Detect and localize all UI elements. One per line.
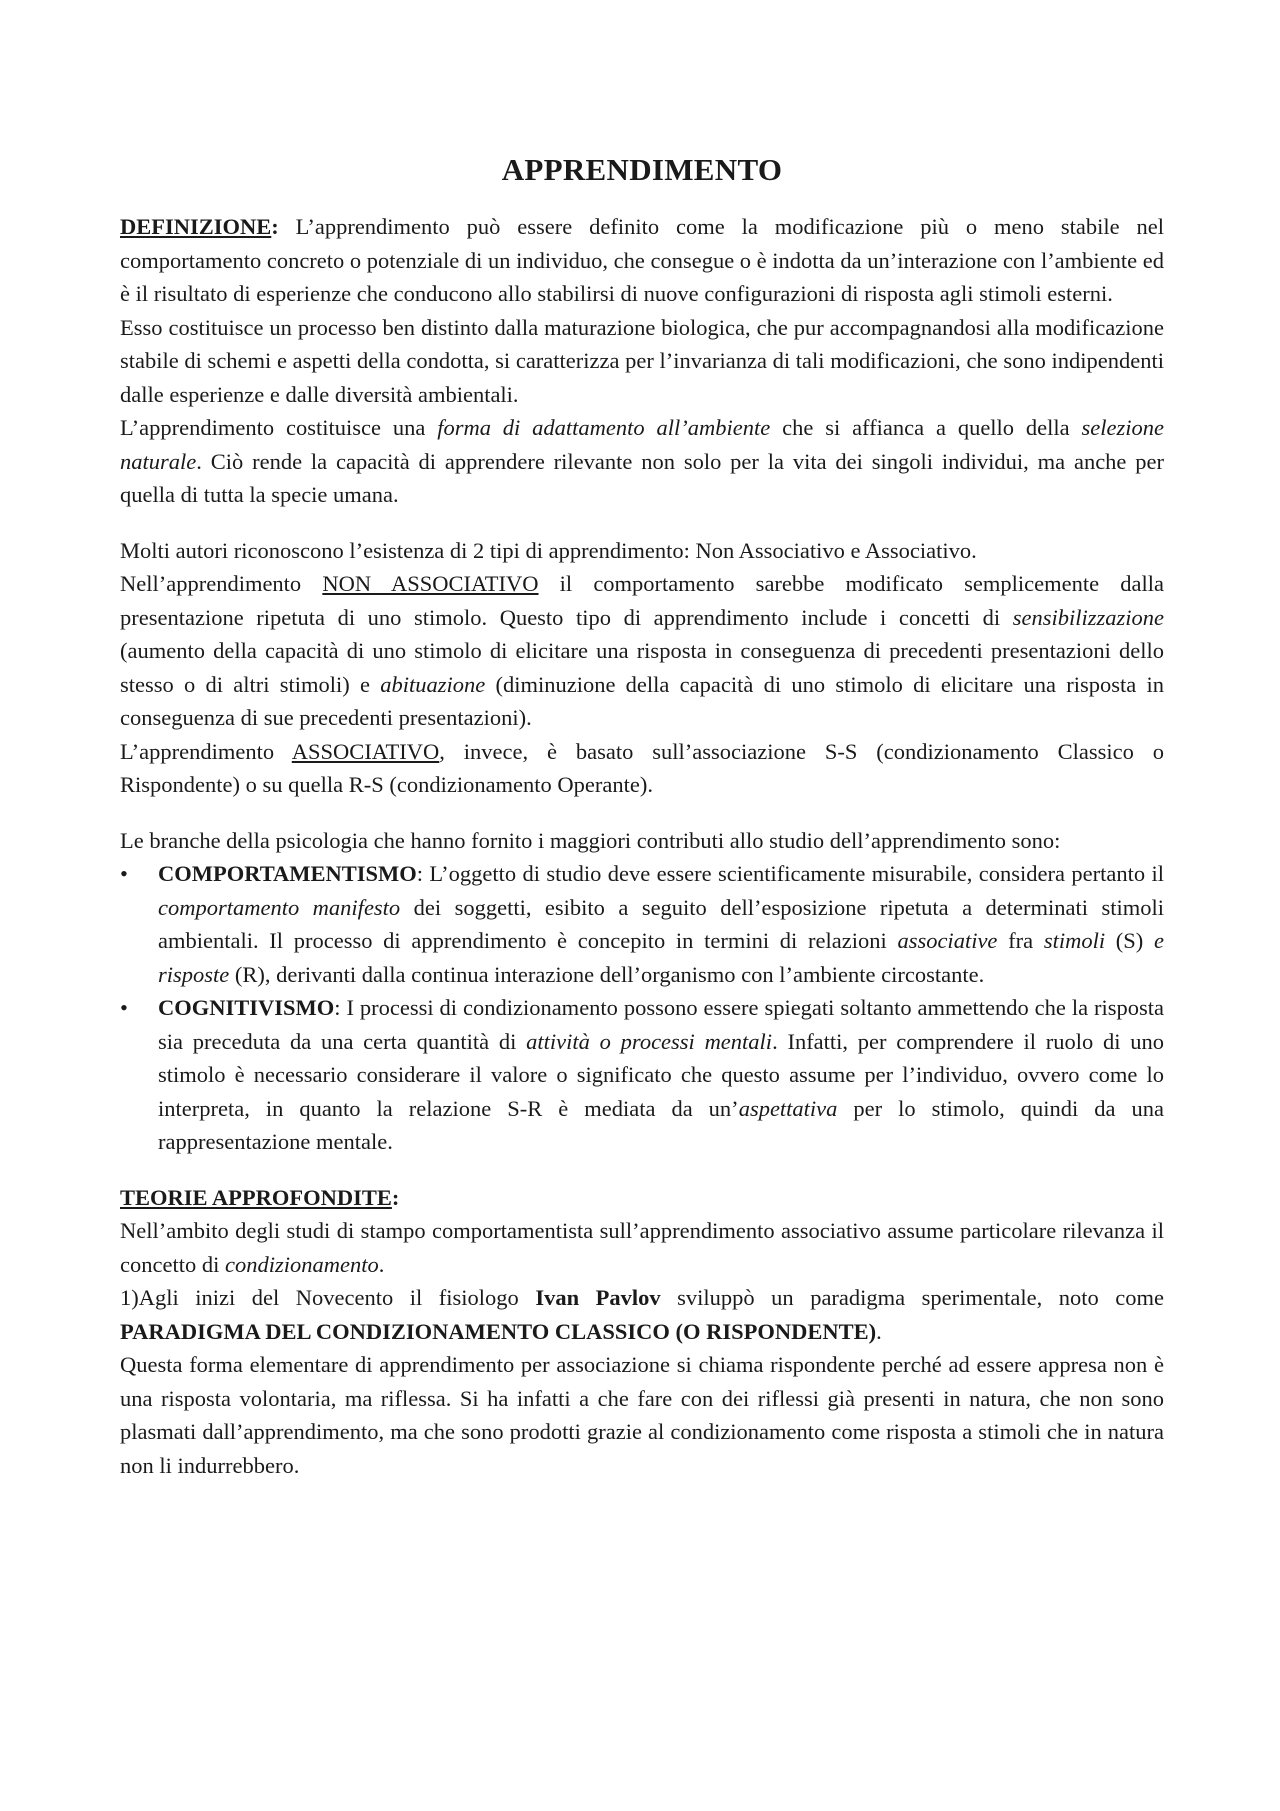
italic-term: forma di adattamento all’ambiente (437, 415, 771, 440)
types-intro: Molti autori riconoscono l’esistenza di 2 tipi di apprendimento: Non Associativo e Associativo. (120, 537, 977, 563)
text-span: (diminuzione della capacità di uno stimolo di elicitare una risposta in conseguenza di sue precedenti presentazioni). (120, 671, 1164, 730)
definition-text: L’apprendimento può essere definito come la modificazione più o meno stabile nel comportamento concreto o potenziale di un individuo, che consegue o è indotta da un’interazione con l’ambiente ed è il risultato di esperienze che conducono allo stabilirsi di nuove configurazioni di risposta agli stimoli esterni. (120, 214, 1165, 306)
text-span: : I processi di condizionamento possono essere spiegati soltanto ammettendo che la risposta sia preceduta da una certa quantità di (158, 995, 1164, 1054)
text-span: sviluppò un paradigma sperimentale, noto come (660, 1285, 1165, 1310)
text-span: (S) (1105, 928, 1154, 953)
branches-intro: Le branche della psicologia che hanno fornito i maggiori contributi allo studio dell’apprendimento sono: (120, 827, 1061, 853)
bullet-icon: • (120, 861, 128, 886)
italic-term: condizionamento (224, 1251, 379, 1277)
definition-colon: : (271, 214, 279, 239)
italic-term: aspettativa (738, 1095, 838, 1121)
text-span: Nell’ambito degli studi di stampo comportamentista sull’apprendimento associativo assume particolare rilevanza il concetto di (120, 1218, 1164, 1277)
text-span: . Infatti, per comprendere il ruolo di uno stimolo è necessario considerare il valore o significato che questo assume per l’individuo, ovvero come lo interpreta, in quanto la relazione S-R è mediata da un’ (158, 1028, 1164, 1121)
text-span: : L’oggetto di studio deve essere scientificamente misurabile, considera pertanto il (416, 861, 1164, 886)
text-span: per lo stimolo, quindi da una rappresentazione mentale. (158, 1095, 1165, 1154)
theories-heading-line (120, 1181, 1164, 1215)
text-span: . Ciò rende la capacità di apprendere rilevante non solo per la vita dei singoli individui, ma anche per quella di tutta la specie umana. (120, 448, 1164, 507)
bold-term: Ivan Pavlov (535, 1285, 661, 1310)
italic-term: attività o processi mentali (526, 1028, 773, 1054)
text-span: dei soggetti, esibito a seguito dell’esposizione ripetuta a determinati stimoli ambientali. Il processo di apprendimento è concepito in termini di relazioni (158, 894, 1164, 953)
text-span: . (876, 1318, 882, 1344)
maturation-paragraph: Esso costituisce un processo ben distinto dalla maturazione biologica, che pur accompagnandosi alla modificazione stabile di schemi e aspetti della condotta, si caratterizza per l’invarianza di tali modificazioni, che sono indipendenti dalle esperienze e dalle diversità ambientali. (120, 314, 1164, 407)
italic-term: comportamento manifesto (158, 894, 401, 920)
italic-term: e risposte (158, 928, 1164, 987)
text-span: 1)Agli inizi del Novecento il fisiologo (120, 1285, 536, 1310)
text-span: (R), derivanti dalla continua interazione dell’organismo con l’ambiente circostante. (229, 961, 985, 987)
definition-heading: DEFINIZIONE (120, 214, 272, 239)
italic-term: sensibilizzazione (1012, 604, 1164, 630)
bold-term: PARADIGMA DEL CONDIZIONAMENTO CLASSICO (O RISPONDENTE) (120, 1318, 877, 1344)
text-span: . (378, 1251, 385, 1277)
document-page (120, 150, 1164, 1482)
text-span: L’apprendimento costituisce una (120, 415, 438, 440)
adaptation-paragraph (120, 411, 1164, 512)
spacer (120, 802, 1164, 824)
text-span: (aumento della capacità di uno stimolo di elicitare una risposta in conseguenza di precedenti presentazioni dello stesso o di altri stimoli) e (120, 638, 1164, 697)
list-item (120, 857, 1164, 991)
bold-term: COMPORTAMENTISMO (158, 861, 417, 886)
text-span: fra (997, 928, 1044, 953)
pavlov-paragraph (120, 1281, 1164, 1348)
italic-term: stimoli (1043, 928, 1106, 953)
theories-heading: TEORIE APPROFONDITE (120, 1184, 392, 1210)
text-span: Nell’apprendimento (120, 571, 323, 596)
page-title: APPRENDIMENTO (501, 152, 783, 187)
italic-term: abituazione (380, 671, 486, 697)
underlined-term: ASSOCIATIVO (291, 738, 440, 764)
text-span: il comportamento sarebbe modificato semplicemente dalla presentazione ripetuta di uno stimolo. Questo tipo di apprendimento include i concetti di (120, 571, 1164, 630)
italic-term: associative (897, 928, 998, 953)
theories-colon: : (391, 1184, 400, 1210)
bullet-icon: • (120, 995, 128, 1020)
italic-term: selezione naturale (120, 415, 1164, 474)
non-associative-paragraph (120, 567, 1164, 735)
spacer (120, 512, 1164, 534)
spacer (120, 1159, 1164, 1181)
definition-paragraph (120, 210, 1164, 311)
conditioning-paragraph (120, 1214, 1164, 1281)
associative-paragraph (120, 735, 1164, 802)
branches-list (120, 857, 1164, 1159)
text-span: , invece, è basato sull’associazione S-S (condizionamento Classico o Rispondente) o su quella R-S (condizionamento Operante). (120, 738, 1164, 797)
respondent-paragraph: Questa forma elementare di apprendimento per associazione si chiama rispondente perché ad essere appresa non è una risposta volontaria, ma riflessa. Si ha infatti a che fare con dei riflessi già presenti in natura, che non sono plasmati dall’apprendimento, ma che sono prodotti grazie al condizionamento come risposta a stimoli che in natura non li indurrebbero. (120, 1352, 1164, 1478)
text-span: che si affianca a quello della (770, 415, 1082, 440)
list-item (120, 991, 1164, 1159)
underlined-term: NON ASSOCIATIVO (322, 571, 539, 596)
text-span: L’apprendimento (120, 738, 292, 764)
bold-term: COGNITIVISMO (158, 995, 335, 1020)
